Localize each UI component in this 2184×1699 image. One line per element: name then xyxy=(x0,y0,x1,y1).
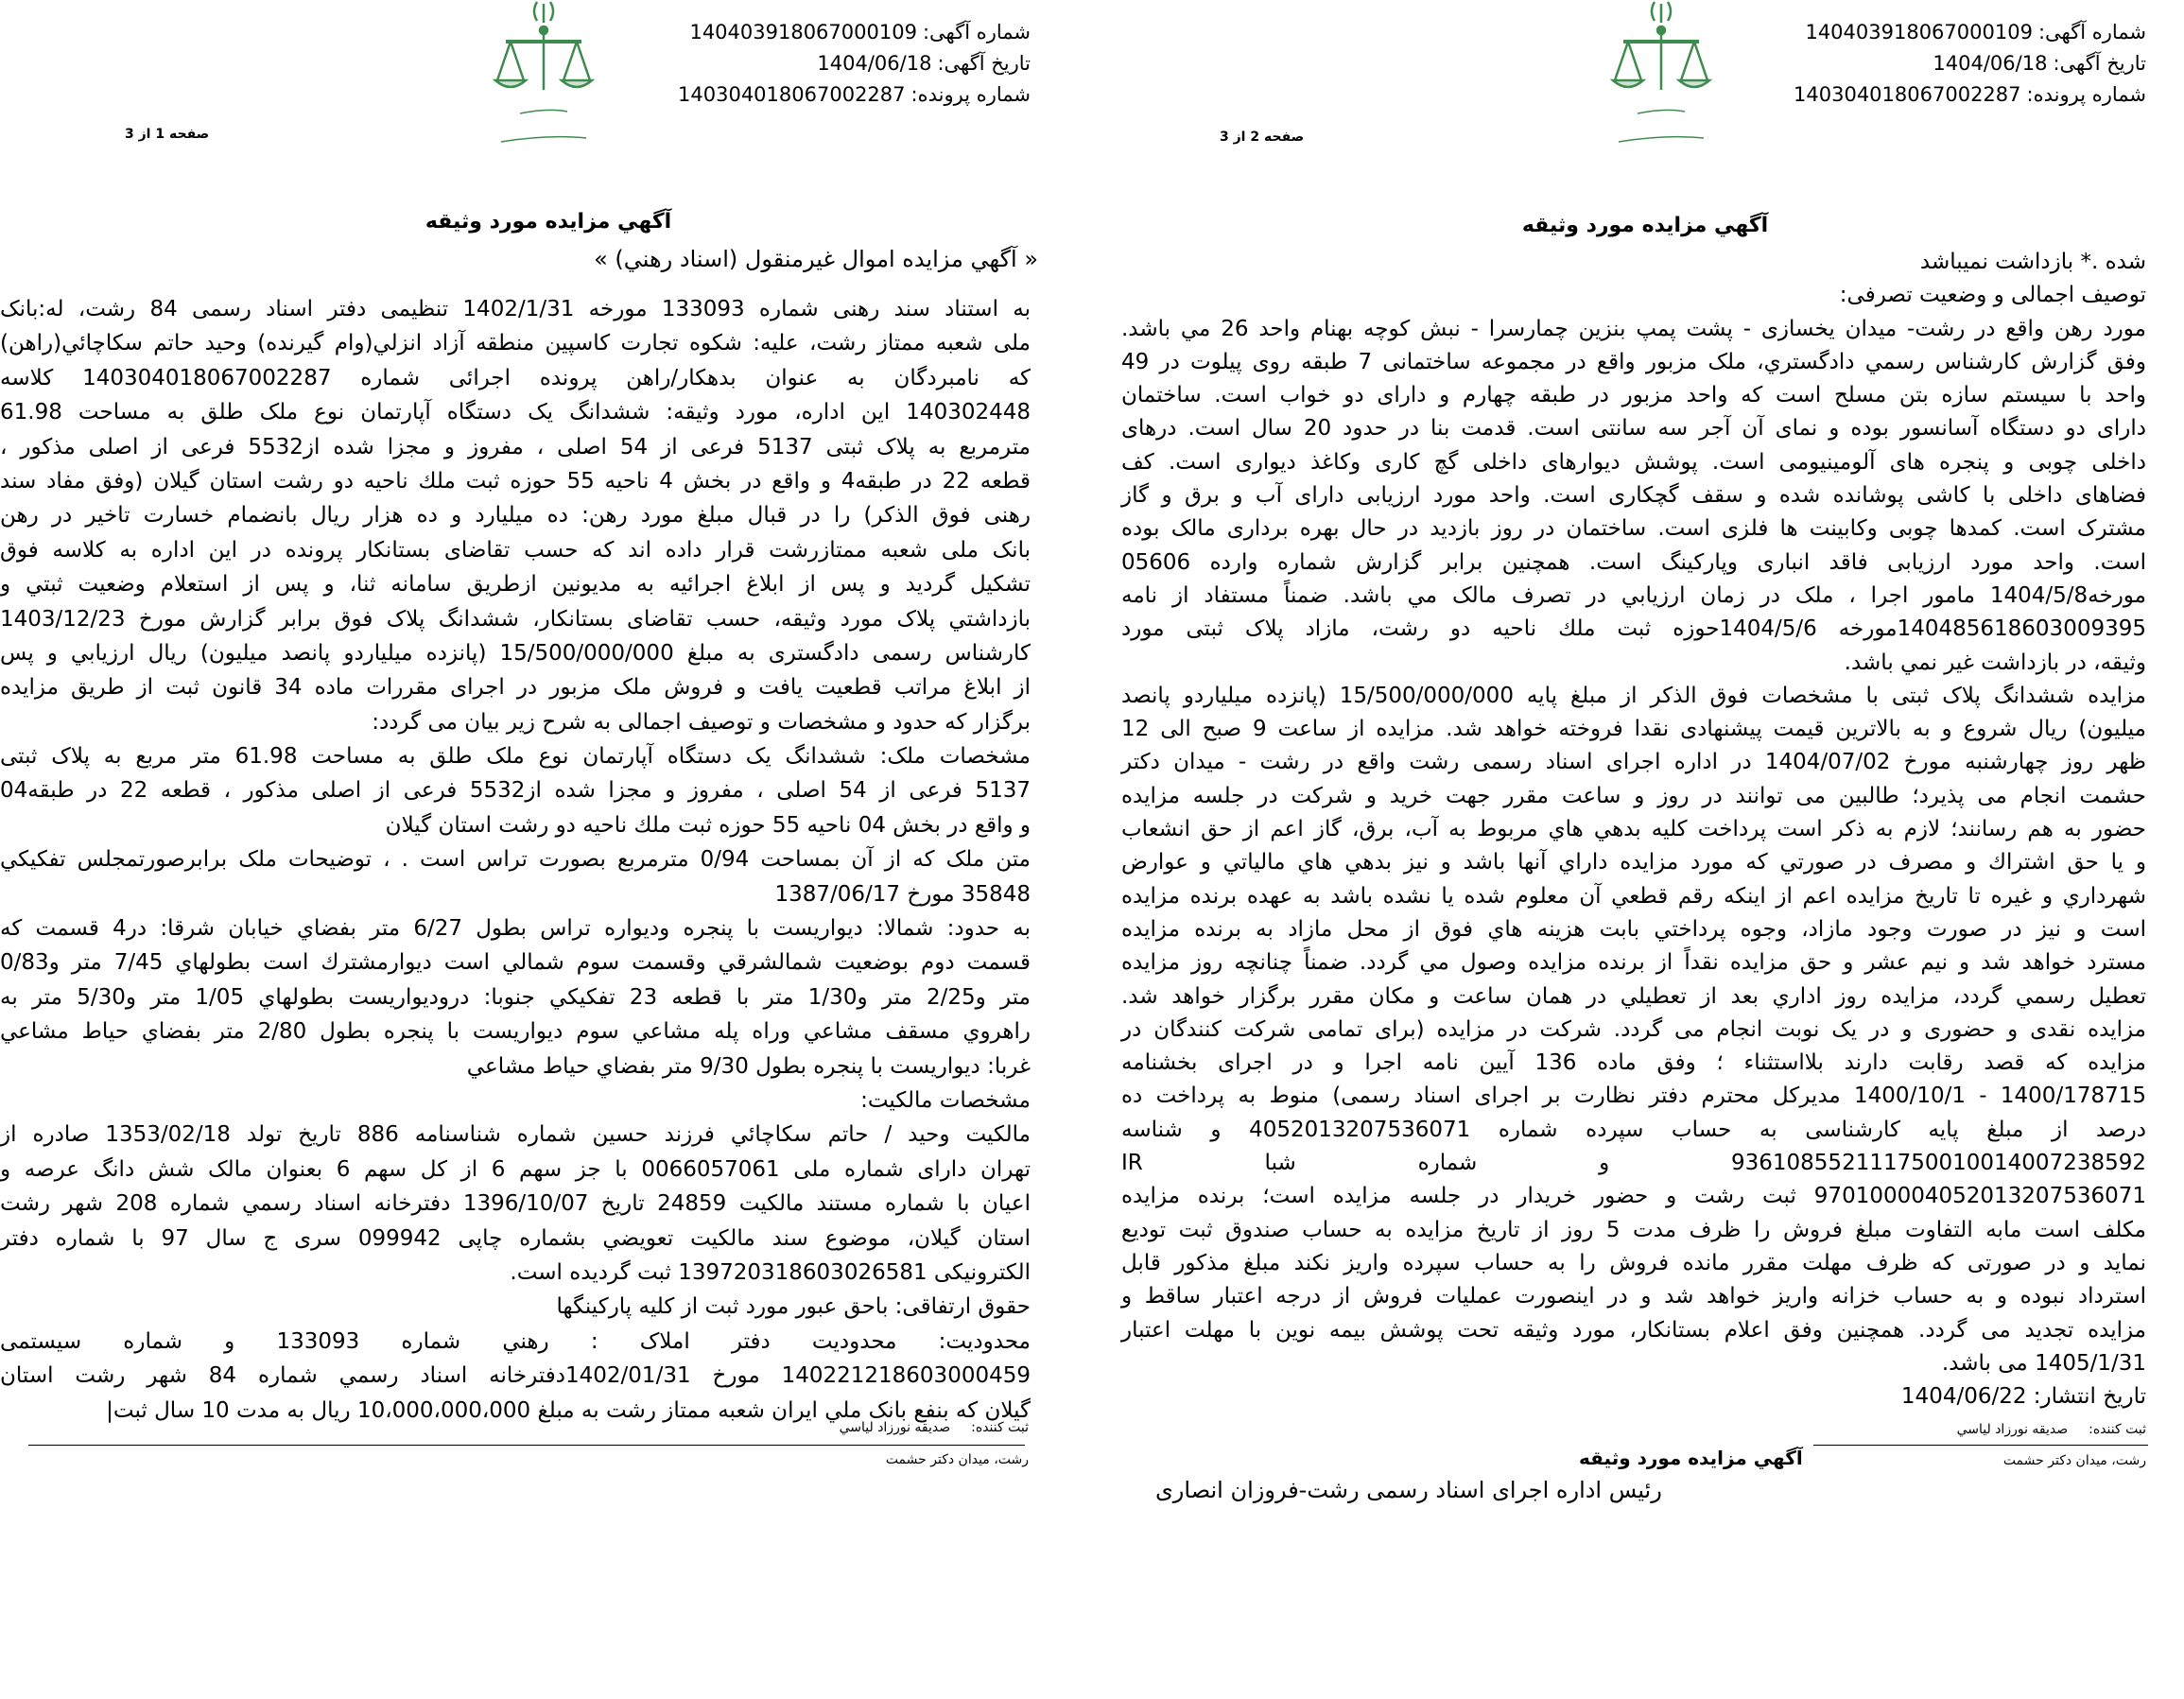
text-line: شهرداري و غیره تا تاریخ مزایده اعم از اینکه رقم قطعي آن معلوم شده یا نشده باشد به عهده برنده مزایده xyxy=(1121,883,2146,909)
text-line: متر و2/25 متر و1/30 متر با قطعه 23 تفکیکي جنوبا: درودیواریست بطولهاي 1/05 متر و5/30 متر به xyxy=(0,984,1031,1010)
text-line: به حدود: شمالا: دیواریست با پنجره ودیواره تراس بطول 6/27 متر بفضاي خیابان شرقا: در4 قسمت که xyxy=(0,916,1031,942)
ad-date-value: 1404/06/18 xyxy=(1933,52,2048,75)
notice-body xyxy=(0,292,1031,1428)
ad-number-value: 140403918067000109 xyxy=(689,21,917,43)
text-line: حشمت انجام می پذیرد؛ طالبین می توانند در روز و ساعت مقرر جهت خرید و شرکت در جلسه مزایده xyxy=(1121,783,2146,808)
text-line: فضاهای داخلی با کاشی پوشانده شده و سقف گچکاری است. واحد مورد ارزیابی دارای آب و برق و گاز xyxy=(1121,483,2146,509)
text-line: مکلف است مابه التفاوت مبلغ فروش را ظرف مدت 5 روز از تاریخ مزایده به حساب صندوق ثبت تودیع xyxy=(1121,1217,2147,1242)
text-line: حضور به هم رسانند؛ لازم به ذکر است پرداخت کلیه بدهي هاي مربوط به آب، برق، گاز اعم از حق انشعاب xyxy=(1121,817,2146,842)
text-line: مالکیت وحید / حاتم سکاچائي فرزند حسین شماره شناسنامه 886 تاریخ تولد 1353/02/18 صادره از xyxy=(0,1122,1031,1148)
text-line: ظهر روز چهارشنبه مورخ 1404/07/02 در اداره اجرای اسناد رسمی رشت واقع در رشت - میدان دکتر xyxy=(1121,750,2146,775)
text-line: و واقع در بخش 04 ناحیه 55 حوزه ثبت ملك ناحیه دو رشت استان گیلان xyxy=(385,812,1031,838)
notice-title: آگهي مزایده مورد وثیقه xyxy=(1521,214,1769,237)
page-2 xyxy=(1106,0,2184,1699)
registrar-label: ثبت کننده: xyxy=(2089,1422,2146,1437)
text-line: تشکیل گردید و پس از ابلاغ اجرائیه به مدیونین ازطریق سامانه ثنا، و پس از استعلام وضعیت ثبتي و xyxy=(0,572,1031,598)
text-line: 35848 مورخ 1387/06/17 xyxy=(774,881,1031,907)
text-line: مزایده نقدی و حضوری و در یک نوبت انجام می گردد. شرکت در مزایده (برای تمامی شرکت کنندگان در xyxy=(1121,1016,2146,1042)
text-line: توصیف اجمالی و وضعیت تصرفی: xyxy=(1839,283,2146,308)
registrar-name: صدیقه نورزاد لیاسي xyxy=(1956,1422,2069,1437)
case-number xyxy=(1794,79,2146,111)
text-line: محدودیت: محدودیت دفتر املاک : رهني شماره 133093 و شماره سیستمی xyxy=(0,1328,1031,1354)
case-number-value: 140304018067002287 xyxy=(678,83,906,106)
text-line: گیلان که بنفع بانک ملي ایران شعبه ممتاز رشت به مبلغ 10،000،000،000 ریال به مدت 10 سال ثبت| xyxy=(106,1397,1031,1423)
text-line: مورد رهن واقع در رشت- میدان یخسازی - پشت پمپ بنزین چمارسرا - نبش کوچه بهنام واحد 26 مي باشد. xyxy=(1121,316,2146,341)
text-line: 140302448 این اداره، مورد وثیقه: ششدانگ یک دستگاه آپارتمان نوع ملک طلق به مساحت 61.98 xyxy=(0,400,1031,425)
text-line: 936108552111750010014007238592 و شماره شبا IR xyxy=(1121,1151,2146,1176)
text-line: مشترک است. کمدها چوبی وکابینت ها فلزی است. ساختمان در روز بازدید در حال بهره برداری مالک بوده xyxy=(1121,516,2146,542)
text-line: نماید و در صورتی که ظرف مهلت مقرر مانده فروش را به حساب سپرده واریز نکند مبلغ مذکور قابل xyxy=(1121,1250,2146,1275)
text-line: راهروي مسقف مشاعي وراه پله مشاعي سوم دیواریست با پنجره بطول 2/80 متر بفضاي حیاط مشاعي xyxy=(0,1019,1031,1045)
text-line: قسمت دوم بوضعیت شمالشرقي وقسمت سوم شمالي است دیوارمشترك است بطولهاي 7/45 متر و0/83 xyxy=(0,950,1031,976)
text-line: بانک ملی شعبه ممتازرشت قرار داده اند که حسب تقاضای بستانکار پرونده در این اداره به کلاسه فوق xyxy=(0,537,1031,563)
case-number-label: شماره پرونده: xyxy=(910,83,1031,106)
text-line: تهران دارای شماره ملی 0066057061 با جز سهم 6 از کل سهم 6 بعنوان مالک شش دانگ عرصه و xyxy=(0,1156,1031,1182)
text-line: شده .* بازداشت نمیباشد xyxy=(1919,250,2146,274)
text-line: ملی شعبه ممتاز رشت، علیه: شکوه تجارت کاسپین منطقه آزاد انزلي(وام گیرنده) وحید حاتم سکاچائي(راهن) xyxy=(0,331,1031,356)
case-number-value: 140304018067002287 xyxy=(1794,83,2021,106)
text-line: بازداشتي پلاک مورد وثیقه، حسب تقاضای بستانکار، ششدانگ پلاک فوق برابر گزارش مورخ 1403/12/23 xyxy=(0,606,1031,632)
text-line: متن ملک که از آن بمساحت 0/94 مترمربع بصورت تراس است . ، توضیحات ملک برابرصورتمجلس تفکیکي xyxy=(0,847,1031,873)
signature: رئیس اداره اجرای اسناد رسمی رشت-فروزان انصاری xyxy=(1155,1477,1662,1503)
text-line: است و نیز در صورت وجود مازاد، وجوه پرداختي بابت هزینه هاي فوق از محل مازاد به برنده مزایده xyxy=(1121,916,2146,942)
ad-date xyxy=(678,48,1031,79)
registrar xyxy=(840,1420,1029,1435)
text-line: تعطیل رسمي گردد، مزایده روز اداري بعد از تعطیلي در همان ساعت و مکان مقرر برگزار خواهد شد. xyxy=(1121,983,2146,1009)
text-line: 140485618603009395مورخه 1404/5/6حوزه ثبت ملك ناحیه دو رشت، مازاد پلاک ثبتی مورد xyxy=(1121,616,2146,642)
page-number: صفحه 1 از 3 xyxy=(125,127,210,142)
notice-subtitle: « آگهي مزایده اموال غیرمنقول (اسناد رهني) » xyxy=(594,246,1038,272)
text-line: مشخصات ملک: ششدانگ یک دستگاه آپارتمان نوع ملک طلق به مساحت 61.98 متر مربع به پلاک ثبتی xyxy=(0,744,1031,770)
ad-date xyxy=(1794,48,2146,79)
ad-number-label: شماره آگهی: xyxy=(2037,21,2146,43)
text-line: 5137 فرعی از 54 اصلی ، مفروز و مجزا شده از5532 فرعی از اصلی مذکور ، قطعه 22 در طبقه04 xyxy=(0,778,1031,804)
registrar xyxy=(1957,1422,2146,1437)
ad-number-value: 140403918067000109 xyxy=(1805,21,2033,43)
ad-number-label: شماره آگهی: xyxy=(922,21,1031,43)
text-line: استان گیلان، موضوع سند مالکیت تعویضي بشماره چاپی 099942 سری ج سال 97 با شماره دفتر xyxy=(0,1225,1031,1251)
text-line: مزایده ششدانگ پلاک ثبتی با مشخصات فوق الذکر از مبلغ پایه 15/500/000/000 (پانزده میلیاردو پانصد xyxy=(1121,683,2146,708)
text-line: تاریخ انتشار: 1404/06/22 xyxy=(1900,1384,2146,1410)
text-line: مسترد خواهد شد و نیم عشر و حق مزایده نقداً از برنده مزایده وصول مي گردد. ضمناً چنانچه روز مزایده xyxy=(1121,950,2146,976)
text-line: واحد با سیستم سازه بتن مسلح است که واحد مزبور در طبقه چهارم و دارای دو خواب است. ساختمان xyxy=(1121,383,2146,408)
ad-date-value: 1404/06/18 xyxy=(817,52,932,75)
ad-date-label: تاریخ آگهی: xyxy=(937,52,1031,75)
text-line: میلیون) ریال شروع و به بالاترین قیمت پیشنهادی نقدا فروخته خواهد شد. مزایده از ساعت 9 صبح الی 12 xyxy=(1121,717,2146,742)
text-line: رهنی فوق الذکر) را در قبال مبلغ مورد رهن: ده میلیارد و ده هزار ریال بانضمام خسارت تاخیر در رهن xyxy=(0,503,1031,529)
footer-address: رشت، میدان دکتر حشمت xyxy=(2002,1453,2146,1468)
registrar-name: صدیقه نورزاد لیاسي xyxy=(839,1420,951,1435)
ad-number xyxy=(1794,17,2146,48)
text-line: غربا: دیواریست با پنجره بطول 9/30 متر بفضاي حیاط مشاعي xyxy=(466,1053,1031,1079)
case-number xyxy=(678,79,1031,111)
judiciary-logo-icon xyxy=(1581,0,1742,161)
registrar-label: ثبت کننده: xyxy=(971,1420,1029,1435)
text-line: داخلی چوبی و پنجره های آلومینیومی است. پوشش دیوارهای داخلی گچ کاری وکاغذ دیواری است. کف xyxy=(1121,449,2146,475)
footer-divider xyxy=(1813,1445,2148,1446)
text-line: مورخه1404/5/8 مامور اجرا ، ملک در زمان ارزیابي در تصرف مالک مي باشد. ضمناً مستفاد از نامه xyxy=(1121,582,2146,608)
notice-title: آگهي مزایده مورد وثیقه xyxy=(425,210,672,234)
text-line: که نامبردگان به عنوان بدهکار/راهن پرونده اجرائی شماره 140304018067002287 کلاسه xyxy=(0,365,1031,390)
text-line: مشخصات مالکیت: xyxy=(860,1087,1031,1113)
text-line: 1405/1/31 می باشد. xyxy=(1941,1350,2146,1376)
scales-of-justice-icon xyxy=(463,0,624,161)
scales-of-justice-icon xyxy=(1581,0,1742,161)
text-line: الکترونیکی 139720318603026581 ثبت گردیده است. xyxy=(510,1259,1031,1285)
text-line: وفق گزارش کارشناس رسمي دادگستري، ملک مزبور واقع در مجموعه ساختمانی 7 طبقه روی پیلوت در 49 xyxy=(1121,349,2146,374)
text-line: اعیان با شماره مستند مالکیت 24859 تاریخ 1396/10/07 دفترخانه اسناد رسمي شماره 208 شهر رشت xyxy=(0,1191,1031,1217)
footer-address: رشت، میدان دکتر حشمت xyxy=(885,1452,1029,1467)
document-header xyxy=(1794,17,2146,111)
text-line: و یا حق اشتراك و مصرف در صورتي که مورد مزایده داراي آنها باشد و نیز بدهي هاي مالیاتي و عوارض xyxy=(1121,850,2146,876)
text-line: حقوق ارتفاقی: باحق عبور مورد ثبت از کلیه پارکینگها xyxy=(556,1294,1031,1320)
text-line: از ابلاغ مراتب قطعیت یافت و فروش ملک مزبور در اجرای مقررات ماده 34 قانون ثبت از طریق مزایده xyxy=(0,675,1031,701)
text-line: 970100004052013207536071 ثبت رشت و حضور خریدار در جلسه مزایده است؛ برنده مزایده xyxy=(1121,1184,2146,1209)
text-line: است. واحد مورد ارزیابی فاقد انباری وپارکینگ است. همچنین برابر گزارش شماره وارده 05606 xyxy=(1121,549,2146,575)
text-line: درصد از مبلغ پایه کارشناسی به حساب سپرده شماره 4052013207536071 و شناسه xyxy=(1121,1117,2146,1142)
judiciary-logo-icon xyxy=(463,0,624,161)
text-line: مزایده که قصد رقابت دارند بلااستثناء ؛ وفق ماده 136 آیین نامه اجرا و در اجرای بخشنامه xyxy=(1121,1050,2146,1076)
document-header xyxy=(678,17,1031,111)
footer-divider xyxy=(28,1445,1025,1446)
notice-body xyxy=(1121,246,2146,1413)
text-line: دارای دو دستگاه آسانسور بوده و نمای آن آجر سه سانتی است. قدمت بنا در حدود 20 سال است. درهای xyxy=(1121,416,2146,442)
text-line: برگزار که حدود و مشخصات و توصیف اجمالی به شرح زیر بیان می گردد: xyxy=(372,709,1031,735)
text-line: وثیقه، در بازداشت غیر نمي باشد. xyxy=(1844,650,2146,675)
text-line: مزایده تجدید می گردد. همچنین وفق اعلام بستانکار، مورد وثیقه تحت پوشش بیمه نوین با مهلت اعتبار xyxy=(1121,1317,2146,1343)
ad-number xyxy=(678,17,1031,48)
closing-title: آگهي مزایده مورد وثیقه xyxy=(1579,1447,1803,1469)
ad-date-label: تاریخ آگهی: xyxy=(2053,52,2146,75)
text-line: قطعه 22 در طبقه4 و واقع در بخش 4 ناحیه 55 حوزه ثبت ملك ناحیه دو رشت استان گیلان (وفق مفاد سند xyxy=(0,468,1031,494)
text-line: استرداد نبوده و به حساب خزانه واریز خواهد شد و در اینصورت عملیات فروش از درجه اعتبار ساقط و xyxy=(1121,1284,2146,1309)
case-number-label: شماره پرونده: xyxy=(2026,83,2146,106)
text-line: مترمربع به پلاک ثبتی 5137 فرعی از 54 اصلی ، مفروز و مجزا شده از5532 فرعی از اصلی مذکور ، xyxy=(0,434,1031,459)
text-line: کارشناس رسمی دادگستری به مبلغ 15/500/000/000 (پانزده میلیاردو پانصد میلیون) ریال ارزیابي و پس xyxy=(0,640,1031,666)
text-line: به استناد سند رهنی شماره 133093 مورخه 1402/1/31 تنظیمی دفتر اسناد رسمی 84 رشت، له:بانک xyxy=(0,297,1031,321)
page-number: صفحه 2 از 3 xyxy=(1220,130,1305,145)
text-line: 140221218603000459 مورخ 1402/01/31دفترخانه اسناد رسمي شماره 84 شهر رشت استان xyxy=(0,1363,1031,1389)
text-line: 1400/178715 - 1400/10/1 مدیرکل محترم دفتر نظارت بر اجرای اسناد رسمی) منوط به پرداخت ده xyxy=(1121,1084,2146,1109)
